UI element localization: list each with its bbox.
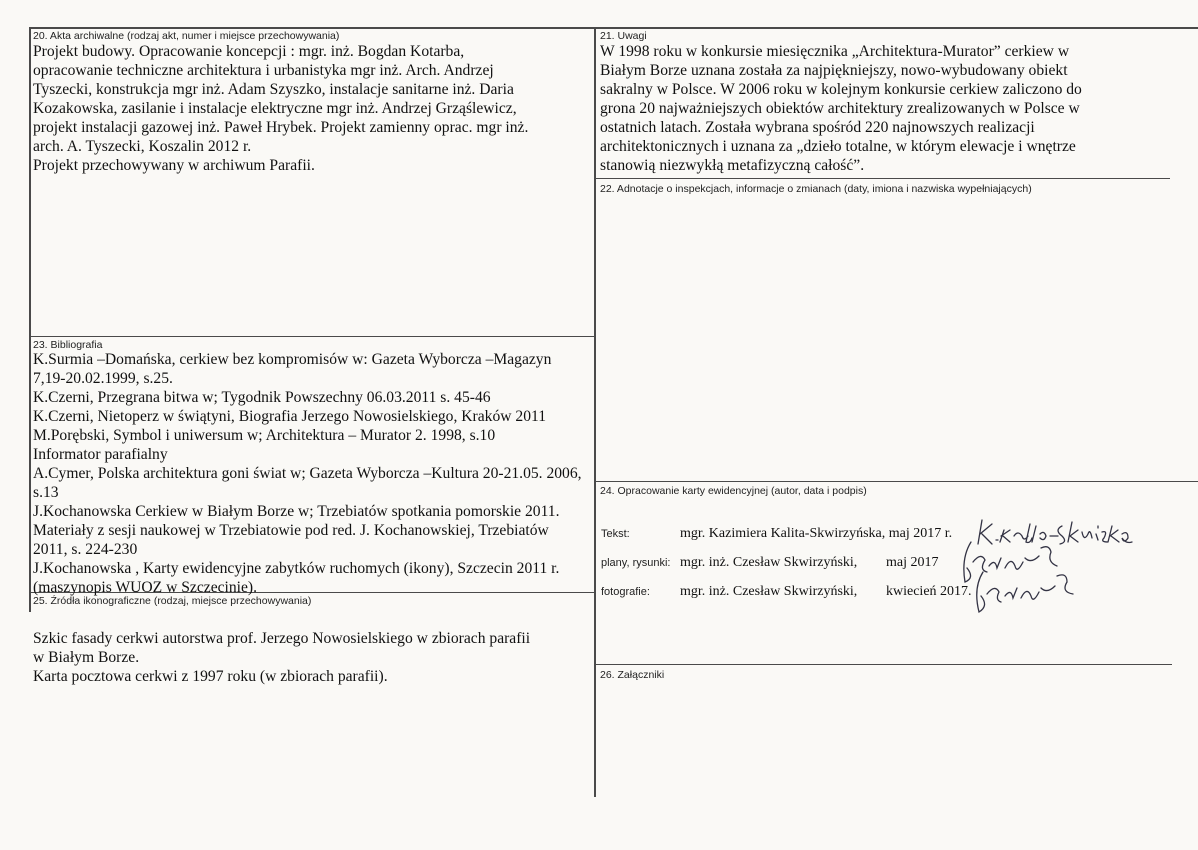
bibliography-line: J.Kochanowska Cerkiew w Białym Borze w; Trzebiatów spotkania pomorskie 2011. xyxy=(33,503,560,520)
bibliography-line: K.Czerni, Nietoperz w świątyni, Biografia Jerzego Nowosielskiego, Kraków 2011 xyxy=(33,408,547,425)
section-21-line: grona 20 najważniejszych obiektów architektury zrealizowanych w Polsce w xyxy=(600,100,1080,117)
row-plans-date: maj 2017 xyxy=(886,555,939,570)
top-border xyxy=(30,27,1198,29)
bibliography-line: 7,19-20.02.1999, s.25. xyxy=(33,370,173,387)
section-21-line: architektonicznych i uznana za „dzieło totalne, w którym elewacje i wnętrze xyxy=(600,138,1076,155)
row-plans-label: plany, rysunki: xyxy=(601,557,671,569)
section-21-heading: 21. Uwagi xyxy=(600,30,647,42)
section-21-line: sakralny w Polsce. W 2006 roku w kolejnym konkursie cerkiew zaliczono do xyxy=(600,81,1082,98)
bibliography-line: (maszynopis WUOZ w Szczecinie). xyxy=(33,579,258,596)
section-25-text xyxy=(33,629,530,686)
section-20-line: opracowanie techniczne architektura i urbanistyka mgr inż. Arch. Andrzej xyxy=(33,62,494,79)
bibliography-line: A.Cymer, Polska architektura goni świat w; Gazeta Wyborcza –Kultura 20-21.05. 2006, xyxy=(33,465,582,482)
divider-20-23 xyxy=(30,336,595,337)
row-text-label: Tekst: xyxy=(601,528,630,540)
iconographic-line: w Białym Borze. xyxy=(33,649,140,666)
row-photos-date: kwiecień 2017. xyxy=(886,584,972,599)
row-photos-label: fotografie: xyxy=(601,586,650,598)
bibliography-line: J.Kochanowska , Karty ewidencyjne zabytków ruchomych (ikony), Szczecin 2011 r. xyxy=(33,560,560,577)
section-26-heading: 26. Załączniki xyxy=(600,669,665,681)
section-20-line: Projekt budowy. Opracowanie koncepcji : mgr. inż. Bogdan Kotarba, xyxy=(33,43,465,60)
bibliography-line: M.Porębski, Symbol i uniwersum w; Architektura – Murator 2. 1998, s.10 xyxy=(33,427,496,444)
bibliography-line: K.Surmia –Domańska, cerkiew bez kompromisów w: Gazeta Wyborcza –Magazyn xyxy=(33,351,552,368)
bibliography-line: s.13 xyxy=(33,484,59,501)
bibliography-line: Materiały z sesji naukowej w Trzebiatowie pod red. J. Kochanowskiej, Trzebiatów xyxy=(33,522,549,539)
section-21-line: Białym Borze uznana została za najpiękniejszy, nowo-wybudowany obiekt xyxy=(600,62,1068,79)
section-20-line: Projekt przechowywany w archiwum Parafii. xyxy=(33,157,315,174)
section-21-line: ostatnich latach. Została wybrana spośród 220 najnowszych realizacji xyxy=(600,119,1035,136)
section-23-heading: 23. Bibliografia xyxy=(33,339,103,351)
bibliography-line: 2011, s. 224-230 xyxy=(33,541,138,558)
section-20-heading: 20. Akta archiwalne (rodzaj akt, numer i miejsce przechowywania) xyxy=(33,30,340,42)
section-20-line: Kozakowska, zasilanie i instalacje elektryczne mgr inż. Andrzej Grząślewicz, xyxy=(33,100,517,117)
section-24-heading: 24. Opracowanie karty ewidencyjnej (autor, data i podpis) xyxy=(600,485,867,497)
row-plans-author: mgr. inż. Czesław Skwirzyński, xyxy=(680,555,858,570)
iconographic-line: Karta pocztowa cerkwi z 1997 roku (w zbiorach parafii). xyxy=(33,668,388,685)
section-20-line: projekt instalacji gazowej inż. Paweł Hrybek. Projekt zamienny oprac. mgr inż. xyxy=(33,119,529,136)
section-22-heading: 22. Adnotacje o inspekcjach, informacje o zmianach (daty, imiona i nazwiska wypełniających) xyxy=(600,183,1032,195)
bibliography-line: Informator parafialny xyxy=(33,446,168,463)
left-border xyxy=(29,27,31,612)
divider-21-22 xyxy=(595,178,1170,179)
section-20-line: arch. A. Tyszecki, Koszalin 2012 r. xyxy=(33,138,252,155)
section-23-text xyxy=(33,350,582,597)
section-25-heading: 25. Źródła ikonograficzne (rodzaj, miejsce przechowywania) xyxy=(33,595,312,607)
divider-24-26 xyxy=(595,664,1172,665)
bibliography-line: K.Czerni, Przegrana bitwa w; Tygodnik Powszechny 06.03.2011 s. 45-46 xyxy=(33,389,491,406)
section-20-text xyxy=(33,42,528,175)
section-21-line: stanowią niezwykłą metafizyczną całość”. xyxy=(600,157,865,174)
section-20-line: Tyszecki, konstrukcja mgr inż. Adam Szyszko, instalacje sanitarne inż. Daria xyxy=(33,81,514,98)
center-divider xyxy=(594,27,596,797)
row-text-author: mgr. Kazimiera Kalita-Skwirzyńska, maj 2017 r. xyxy=(680,526,953,541)
divider-22-24 xyxy=(595,481,1198,482)
row-photos-author: mgr. inż. Czesław Skwirzyński, xyxy=(680,584,858,599)
section-21-text xyxy=(600,42,1082,175)
iconographic-line: Szkic fasady cerkwi autorstwa prof. Jerzego Nowosielskiego w zbiorach parafii xyxy=(33,630,531,647)
signature-skwirzynski-photos xyxy=(965,566,1085,616)
section-21-line: W 1998 roku w konkursie miesięcznika „Architektura-Murator” cerkiew w xyxy=(600,43,1070,60)
